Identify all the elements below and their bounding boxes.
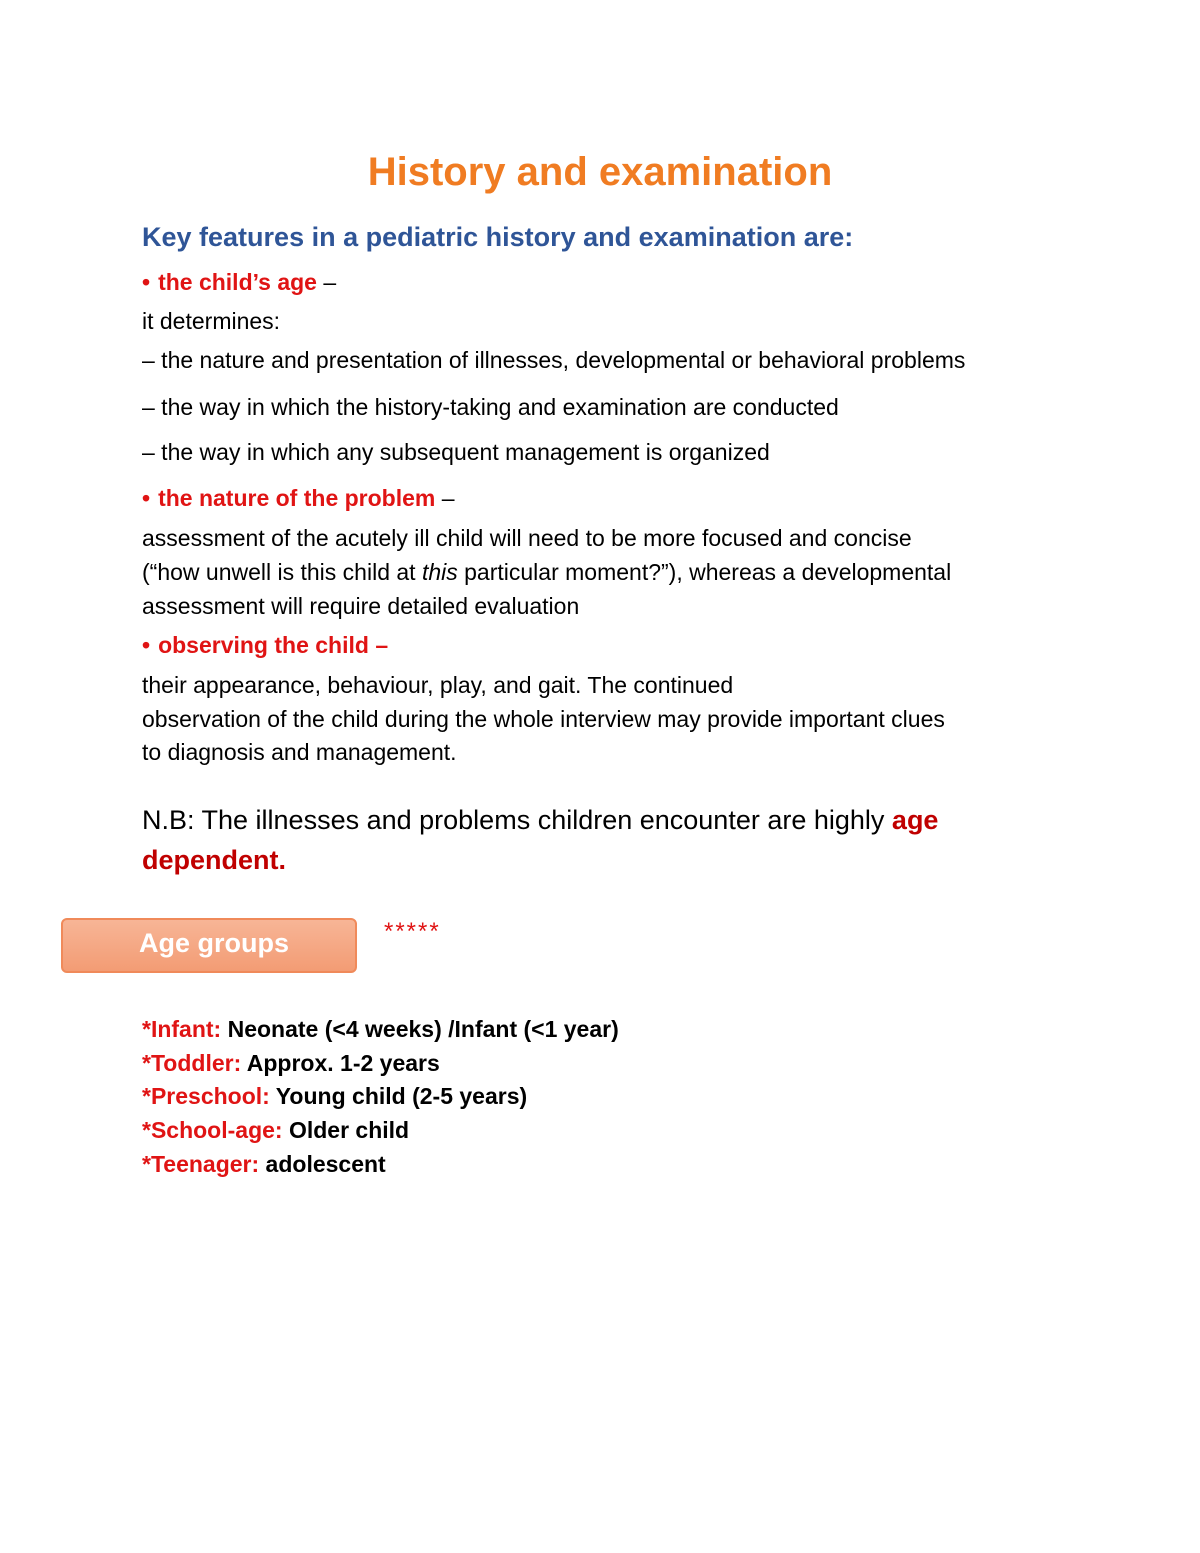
age-group-value: Approx. 1-2 years (241, 1050, 440, 1076)
paragraph-line: assessment will require detailed evaluation (142, 593, 580, 619)
age-group-key: *Toddler: (142, 1050, 242, 1076)
page-title: History and examination (367, 150, 833, 194)
bullet-heading-suffix: – (435, 485, 455, 511)
age-group-value: adolescent (259, 1151, 386, 1177)
age-group-key: *Teenager: (142, 1151, 260, 1177)
page-subtitle: Key features in a pediatric history and examination are: (142, 222, 854, 252)
bullet-marker: • (142, 632, 151, 658)
age-groups-box (61, 918, 357, 973)
bullet-observing-child (142, 628, 388, 662)
stars-marker: ***** (384, 918, 441, 945)
text-run: (“how unwell is this child at (142, 559, 422, 585)
age-group-key: *Preschool: (142, 1083, 270, 1109)
age-group-value: Older child (282, 1117, 410, 1143)
age-group-value: Neonate (<4 weeks) /Infant (<1 year) (221, 1016, 619, 1042)
age-group-item (142, 1012, 619, 1046)
bullet-marker: • (142, 269, 151, 295)
paragraph-line (142, 555, 951, 589)
bullet-childs-age (142, 265, 336, 299)
lead-text: it determines: (142, 308, 281, 334)
age-groups-label: Age groups (139, 928, 290, 958)
note-paragraph (142, 800, 1042, 880)
list-item: – the nature and presentation of illnesses, developmental or behavioral problems (142, 347, 966, 373)
age-group-value: Young child (2-5 years) (269, 1083, 528, 1109)
age-group-key: *School-age: (142, 1117, 283, 1143)
bullet-heading: observing the child – (158, 632, 389, 658)
bullet-marker: • (142, 485, 151, 511)
age-group-item (142, 1113, 409, 1147)
note-highlight: age (891, 805, 939, 835)
age-group-item (142, 1147, 386, 1181)
paragraph-line: their appearance, behaviour, play, and gait. The continued (142, 672, 734, 698)
age-group-item (142, 1079, 527, 1113)
bullet-heading: the nature of the problem (158, 485, 436, 511)
list-item: – the way in which the history-taking and examination are conducted (142, 394, 839, 420)
italic-text: this (421, 559, 458, 585)
text-run: particular moment?”), whereas a developmental (457, 559, 952, 585)
age-group-key: *Infant: (142, 1016, 222, 1042)
bullet-heading: the child’s age (158, 269, 317, 295)
age-group-item (142, 1046, 440, 1080)
note-text: N.B: The illnesses and problems children encounter are highly (142, 805, 892, 835)
paragraph-line: assessment of the acutely ill child will need to be more focused and concise (142, 525, 912, 551)
paragraph-line: observation of the child during the whole interview may provide important clues (142, 706, 945, 732)
paragraph-line: to diagnosis and management. (142, 739, 457, 765)
note-highlight: dependent. (142, 845, 287, 875)
bullet-nature-of-problem (142, 481, 455, 515)
bullet-heading-suffix: – (316, 269, 337, 295)
list-item: – the way in which any subsequent management is organized (142, 439, 770, 465)
